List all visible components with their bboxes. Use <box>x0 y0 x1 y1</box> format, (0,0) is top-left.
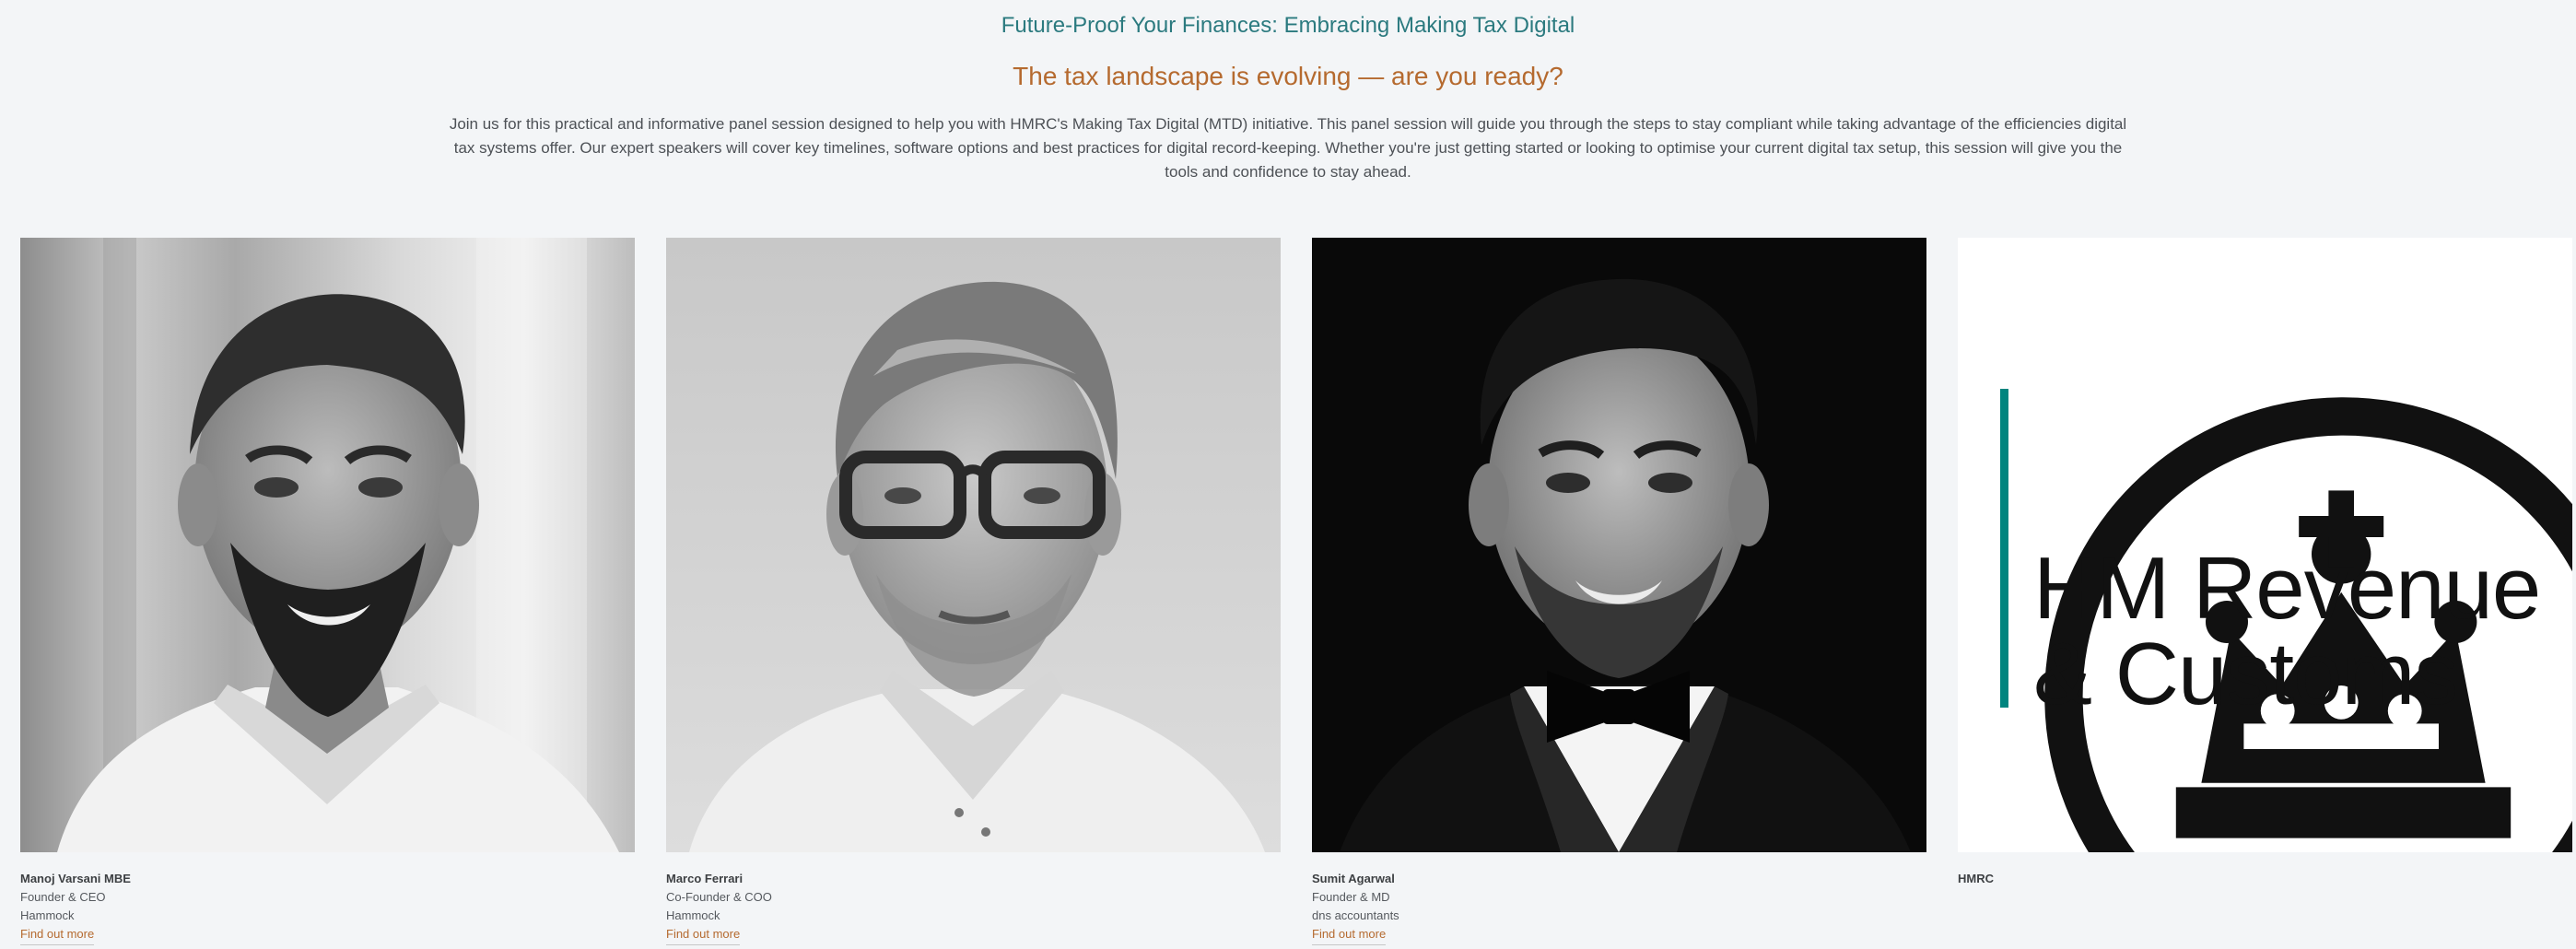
event-headline: The tax landscape is evolving — are you ready? <box>1013 62 1563 90</box>
find-out-more-link[interactable]: Find out more <box>20 925 94 945</box>
speaker-photo-1 <box>20 238 635 852</box>
speaker-card-3 <box>1312 238 1926 941</box>
speaker-card-1 <box>20 238 635 941</box>
portrait-image <box>20 238 635 852</box>
event-kicker: Future-Proof Your Finances: Embracing Making Tax Digital <box>1001 13 1575 38</box>
speaker-photo-2 <box>666 238 1281 852</box>
find-out-more-link[interactable]: Find out more <box>666 925 740 945</box>
speaker-name: Sumit Agarwal <box>1312 872 1395 885</box>
speaker-role: Founder & MD <box>1312 890 1390 904</box>
speaker-name: Marco Ferrari <box>666 872 744 885</box>
hmrc-logo-panel <box>1958 238 2572 852</box>
event-intro: Join us for this practical and informative panel session designed to help you with HMRC's Making Tax Digital (MTD) initiative. This panel session will guide you through the steps to stay compliant while taking advantage of the efficiencies digital tax systems offer. Our expert speakers will cover key timelines, software options and best practices for digital record-keeping. Whether you're just getting started or looking to optimise your current digital tax setup, this session will give you the tools and confidence to stay ahead. <box>449 115 2127 181</box>
partner-name: HMRC <box>1958 872 1994 885</box>
speaker-role: Founder & CEO <box>20 890 106 904</box>
portrait-image <box>666 238 1281 852</box>
speaker-meta-1 <box>20 870 635 945</box>
speaker-card-2 <box>666 238 1281 941</box>
portrait-image <box>1312 238 1926 852</box>
logo-accent-bar <box>2000 389 2008 708</box>
find-out-more-link[interactable]: Find out more <box>1312 925 1386 945</box>
partner-card-hmrc <box>1958 238 2572 885</box>
logo-text-line-2: & Customs <box>2033 625 2458 723</box>
speaker-meta-3 <box>1312 870 1926 945</box>
speaker-name: Manoj Varsani MBE <box>20 872 131 885</box>
speaker-company: dns accountants <box>1312 908 1399 922</box>
speaker-role: Co-Founder & COO <box>666 890 772 904</box>
speaker-photo-3 <box>1312 238 1926 852</box>
partner-meta <box>1958 870 2572 888</box>
logo-text-line-1: HM Revenue <box>2033 539 2541 638</box>
speaker-company: Hammock <box>666 908 720 922</box>
speaker-company: Hammock <box>20 908 75 922</box>
speaker-meta-2 <box>666 870 1281 945</box>
